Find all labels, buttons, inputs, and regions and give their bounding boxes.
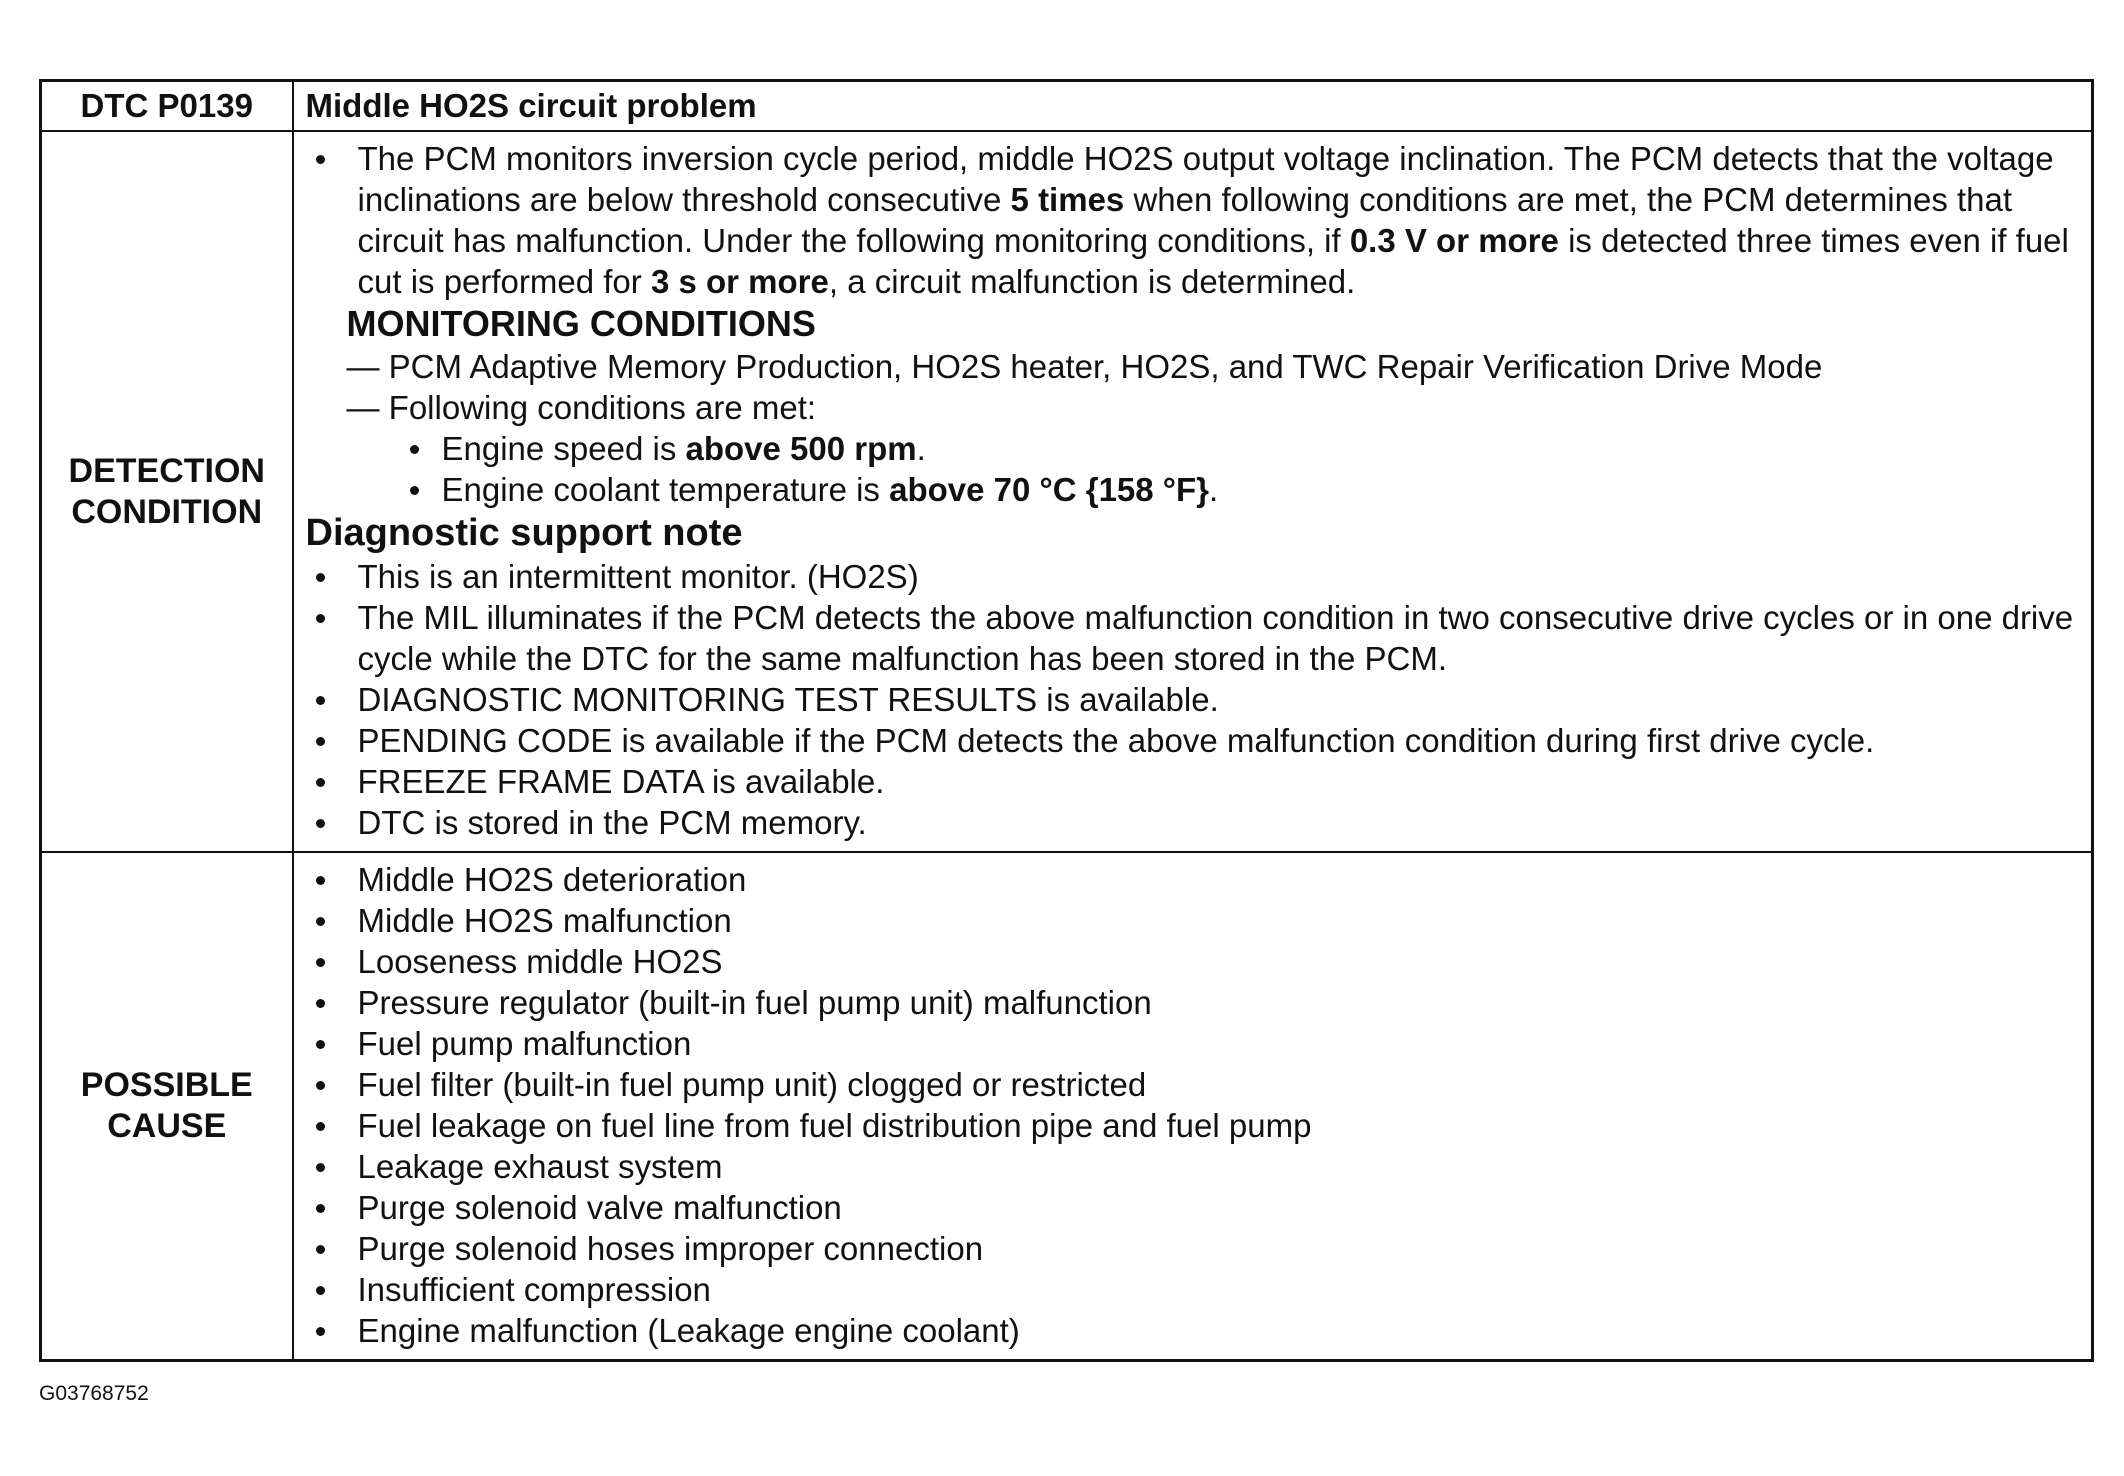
intro-text-4: , a circuit malfunction is determined. xyxy=(828,263,1356,300)
cause-item: Middle HO2S malfunction xyxy=(306,900,2082,941)
figure-id: G03768752 xyxy=(39,1382,149,1405)
intro-bold-3: 3 s or more xyxy=(650,263,829,300)
cause-item: Engine malfunction (Leakage engine coolant) xyxy=(306,1310,2082,1351)
cause-item: Pressure regulator (built-in fuel pump unit) malfunction xyxy=(306,982,2082,1023)
monitoring-condition-1: — PCM Adaptive Memory Production, HO2S heater, HO2S, and TWC Repair Verification Drive Mode xyxy=(346,348,1823,385)
condition-engine-speed xyxy=(404,428,2082,469)
detection-intro-list xyxy=(306,138,2082,302)
detection-content xyxy=(293,131,2093,852)
note-item: FREEZE FRAME DATA is available. xyxy=(306,761,2082,802)
cond2-end: . xyxy=(1209,471,1219,508)
cond1-bold: above 500 rpm xyxy=(685,430,917,467)
cause-item: Middle HO2S deterioration xyxy=(306,859,2082,900)
detection-label-line2: CONDITION xyxy=(71,492,263,531)
intro-text-3: is detected three times even if fuel cut is performed for xyxy=(357,222,2069,300)
possible-cause-content xyxy=(293,852,2093,1361)
condition-sublist xyxy=(306,428,2082,510)
possible-cause-label xyxy=(41,852,293,1361)
cause-item: Fuel pump malfunction xyxy=(306,1023,2082,1064)
note-item: DIAGNOSTIC MONITORING TEST RESULTS is available. xyxy=(306,679,2082,720)
cond1-end: . xyxy=(916,430,926,467)
intro-bold-1: 5 times xyxy=(1010,181,1125,218)
cause-item: Looseness middle HO2S xyxy=(306,941,2082,982)
note-item: PENDING CODE is available if the PCM detects the above malfunction condition during first drive cycle. xyxy=(306,720,2082,761)
note-item: This is an intermittent monitor. (HO2S) xyxy=(306,556,2082,597)
monitoring-condition-2: — Following conditions are met: xyxy=(346,389,817,426)
cause-item: Insufficient compression xyxy=(306,1269,2082,1310)
cause-item: Purge solenoid hoses improper connection xyxy=(306,1228,2082,1269)
intro-text-2: when following conditions are met, the PCM determines that circuit has malfunction. Under the following monitoring conditions, if xyxy=(357,181,2013,259)
possible-cause-label-line1: POSSIBLE xyxy=(80,1066,253,1104)
cond1-text: Engine speed is xyxy=(441,430,686,467)
cause-item: Leakage exhaust system xyxy=(306,1146,2082,1187)
intro-bold-2: 0.3 V or more xyxy=(1349,222,1559,259)
detection-intro xyxy=(306,138,2082,302)
dtc-title: Middle HO2S circuit problem xyxy=(293,81,2093,132)
cond2-text: Engine coolant temperature is xyxy=(441,471,890,508)
dtc-code: DTC P0139 xyxy=(41,81,293,132)
diagnostic-note-heading: Diagnostic support note xyxy=(305,512,743,554)
cause-item: Fuel leakage on fuel line from fuel distribution pipe and fuel pump xyxy=(306,1105,2082,1146)
detection-label xyxy=(41,131,293,852)
possible-cause-list xyxy=(306,859,2082,1351)
detection-label-line1: DETECTION xyxy=(68,451,265,490)
condition-coolant-temp xyxy=(404,469,2082,510)
diagnostic-note-list xyxy=(306,556,2082,843)
cause-item: Purge solenoid valve malfunction xyxy=(306,1187,2082,1228)
intro-text-1: The PCM monitors inversion cycle period, middle HO2S output voltage inclination. The PCM detects that the voltage inclinations are below threshold consecutive xyxy=(357,140,2054,218)
cause-item: Fuel filter (built-in fuel pump unit) clogged or restricted xyxy=(306,1064,2082,1105)
possible-cause-label-line2: CAUSE xyxy=(107,1107,227,1145)
header-row xyxy=(41,81,2093,132)
detection-row xyxy=(41,131,2093,852)
dtc-table xyxy=(39,79,2094,1362)
note-item: DTC is stored in the PCM memory. xyxy=(306,802,2082,843)
cond2-bold: above 70 °C {158 °F} xyxy=(889,471,1209,508)
possible-cause-row xyxy=(41,852,2093,1361)
note-item: The MIL illuminates if the PCM detects the above malfunction condition in two consecutive drive cycles or in one drive cycle while the DTC for the same malfunction has been stored in the PCM. xyxy=(306,597,2082,679)
monitoring-conditions-heading: MONITORING CONDITIONS xyxy=(346,303,816,344)
